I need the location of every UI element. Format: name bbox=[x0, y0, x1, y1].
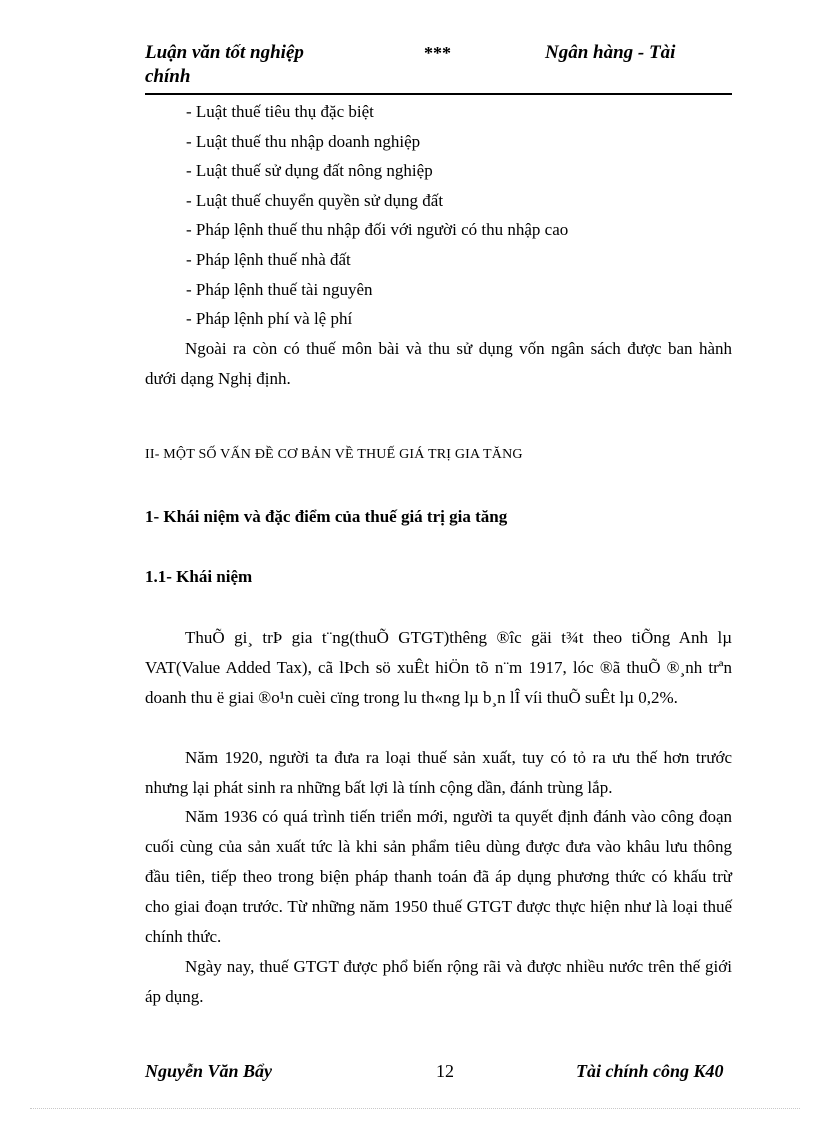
page-number: 12 bbox=[436, 1061, 454, 1081]
footer-author: Nguyễn Văn Bẩy bbox=[145, 1061, 273, 1081]
header-thesis-title: Luận văn tốt nghiệp chính bbox=[145, 42, 304, 87]
list-item: - Pháp lệnh thuế tài nguyên bbox=[186, 279, 373, 299]
list-item: - Luật thuế chuyển quyền sử dụng đất bbox=[186, 190, 444, 210]
tax-law-list bbox=[186, 97, 568, 334]
list-item: - Pháp lệnh thuế thu nhập đối với người có thu nhập cao bbox=[186, 220, 569, 240]
list-item: - Pháp lệnh thuế nhà đất bbox=[186, 249, 351, 269]
intro-paragraph: Ngoài ra còn có thuế môn bài và thu sử dụng vốn ngân sách được ban hành dưới dạng Nghị định. bbox=[145, 339, 732, 388]
footer-class: Tài chính công K40 bbox=[576, 1061, 724, 1081]
paragraph-today: Ngày nay, thuế GTGT được phổ biến rộng rãi và được nhiều nước trên thế giới áp dụng. bbox=[145, 957, 732, 1006]
page-bottom-divider bbox=[30, 1108, 800, 1109]
list-item: - Luật thuế sử dụng đất nông nghiệp bbox=[186, 161, 433, 181]
header-separator: *** bbox=[424, 43, 451, 63]
list-item: - Luật thuế tiêu thụ đặc biệt bbox=[186, 102, 374, 121]
paragraph-1920: Năm 1920, người ta đưa ra loại thuế sản xuất, tuy có tỏ ra ưu thế hơn trước nhưng lại phát sinh ra những bất lợi là tính cộng dần, đánh trùng lắp. bbox=[145, 748, 732, 797]
heading-1: 1- Khái niệm và đặc điểm của thuế giá trị gia tăng bbox=[145, 507, 508, 526]
header-rule bbox=[145, 93, 732, 95]
header-department: Ngân hàng - Tài bbox=[545, 42, 676, 63]
paragraph-1936: Năm 1936 có quá trình tiến triển mới, người ta quyết định đánh vào công đoạn cuối cùng của sản xuất tức là khi sản phẩm tiêu dùng được đưa vào khâu lưu thông đầu tiên, tiếp theo trong biện pháp thanh toán đã áp dụng phương thức có khấu trừ cho giai đoạn trước. Từ những năm 1950 thuế GTGT được thực hiện như là loại thuế chính thức. bbox=[145, 807, 732, 946]
paragraph-vat-history: ThuÕ gi¸ trÞ gia t¨ng(thuÕ GTGT)thêng ®îc gäi t¾t theo tiÕng Anh lµ VAT(Value Added Tax), cã lÞch sö xuÊt hiÖn tõ n¨m 1917, lóc ®ã thuÕ ®¸nh trªn doanh thu ë giai ®o¹n cuèi cïng trong lu th«ng lµ b¸n lÎ víi thuÕ suÊt lµ 0,2%. bbox=[145, 628, 732, 707]
list-item: - Pháp lệnh phí và lệ phí bbox=[186, 309, 353, 329]
list-item: - Luật thuế thu nhập doanh nghiệp bbox=[186, 131, 421, 151]
heading-1-1: 1.1- Khái niệm bbox=[145, 567, 253, 586]
section-title: II- MỘT SỐ VẤN ĐỀ CƠ BẢN VỀ THUẾ GIÁ TRỊ GIA TĂNG bbox=[145, 447, 523, 462]
